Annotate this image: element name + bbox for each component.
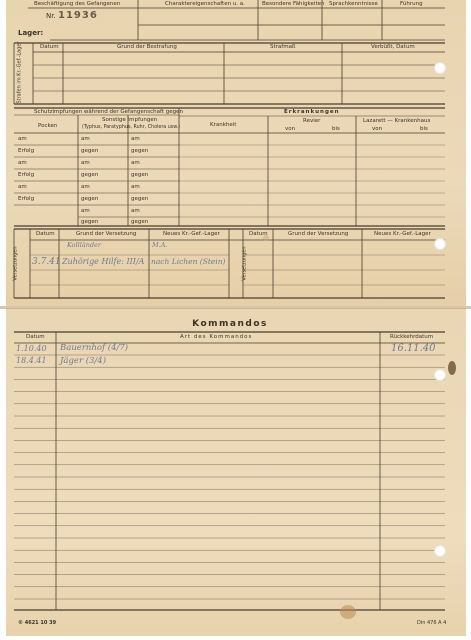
punch-hole [434,62,446,74]
impf-title: Schutzimpfungen während der Gefangenschaft gegen [34,109,183,115]
beschaeftigung-label: Beschäftigung des Gefangenen [34,1,121,7]
impf-row-label: Erfolg [18,172,35,178]
impf-row-label: am [18,184,27,190]
impf-sonstige-sub: (Typhus, Paratyphus, Ruhr, Cholera usw.) [82,125,181,130]
fuehrung-label: Führung [400,1,423,7]
punch-hole [434,238,446,250]
erkrankungen-revier: Revier [303,118,321,124]
erkrankungen-von: von [372,126,383,132]
impf-pocken: Pocken [38,123,58,129]
impf-sub-label: am [81,184,90,190]
nr-label: Nr. [46,12,56,20]
impf-row-label: am [18,160,27,166]
sprach-label: Sprachkenntnisse [329,1,378,7]
charakter-label: Charaktereigenschaften u. a. [165,1,245,7]
kommando-art: Jäger (3/4) [60,356,107,366]
punch-hole [434,545,446,557]
impf-sub-label: gegen [81,219,99,225]
strafen-side-label: Strafen im Kr.-Gef.-Lager [16,41,23,104]
lager-label: Lager: [18,29,44,37]
impf-row-label: am [18,136,27,142]
strafen-col-datum: Datum [40,44,59,50]
impf-sub-label: am [81,136,90,142]
strafen-col-grund: Grund der Bestrafung [117,44,177,50]
impf-sub-label: gegen [81,196,99,202]
erkrankungen-lazarett: Lazarett — Krankenhaus [363,118,431,124]
impf-sub-label: am [81,208,90,214]
versetzungen-col-lager: Neues Kr.-Gef.-Lager [374,231,431,237]
versetzungen-col-datum: Datum [249,231,268,237]
versetzung-datum: 3.7.41 [32,257,61,267]
impf-sub-label: gegen [131,219,149,225]
strafen-col-verbuesst: Verbüßt, Datum [371,44,415,50]
versetzungen-col-grund: Grund der Versetzung [76,231,137,237]
kommando-art: Bauernhof (4/7) [60,343,129,353]
versetzung-lager-note: M.A. [152,241,168,249]
erkrankungen-von: von [285,126,296,132]
versetzungen-side-label: Versetzungen [241,246,248,281]
kommando-datum: 18.4.41 [16,356,47,365]
impf-sub-label: am [131,136,140,142]
versetzungen-col-grund: Grund der Versetzung [288,231,349,237]
impf-sub-label: am [131,208,140,214]
impf-sub-label: gegen [131,148,149,154]
impf-sonstige: Sonstige Impfungen [102,117,158,123]
impf-row-label: Erfolg [18,196,35,202]
punch-hole [434,369,446,381]
impf-row-label: Erfolg [18,148,35,154]
footer-din: Din 476 A 4 [417,620,447,626]
kommandos-title: Kommandos [192,319,268,329]
impf-sub-label: gegen [131,172,149,178]
versetzung-grund-note: Kollländer [67,241,102,249]
impf-sub-label: gegen [81,148,99,154]
footer-print-code: © 4621 10 39 [18,620,57,626]
strafen-col-strafmass: Strafmaß [270,44,296,50]
kommando-rueck: 16.11.40 [391,343,436,354]
impf-sub-label: am [131,184,140,190]
impf-sub-label: gegen [131,196,149,202]
faehigkeiten-label: Besondere Fähigkeiten [262,1,325,7]
versetzungen-side-label: Versetzungen [12,246,19,281]
impf-sub-label: gegen [81,172,99,178]
nr-value: 11936 [58,10,98,21]
erkrankungen-bis: bis [420,126,428,132]
erkrankungen-krankheit: Krankheit [210,122,237,128]
kommandos-col-datum: Datum [26,334,45,340]
versetzung-lager: nach Lichen (Stein) [151,257,226,266]
kommandos-col-rueck: Rückkehrdatum [390,334,434,340]
versetzungen-col-datum: Datum [36,231,55,237]
erkrankungen-bis: bis [332,126,340,132]
kommando-datum: 1.10.40 [16,344,47,353]
impf-sub-label: am [131,160,140,166]
impf-sub-label: am [81,160,90,166]
versetzungen-col-lager: Neues Kr.-Gef.-Lager [163,231,220,237]
versetzung-grund: Zuhörige Hilfe: III/A [62,257,145,266]
erkrankungen-title: Erkrankungen [284,109,340,115]
kommandos-col-art: Art des Kommandos [180,334,253,340]
